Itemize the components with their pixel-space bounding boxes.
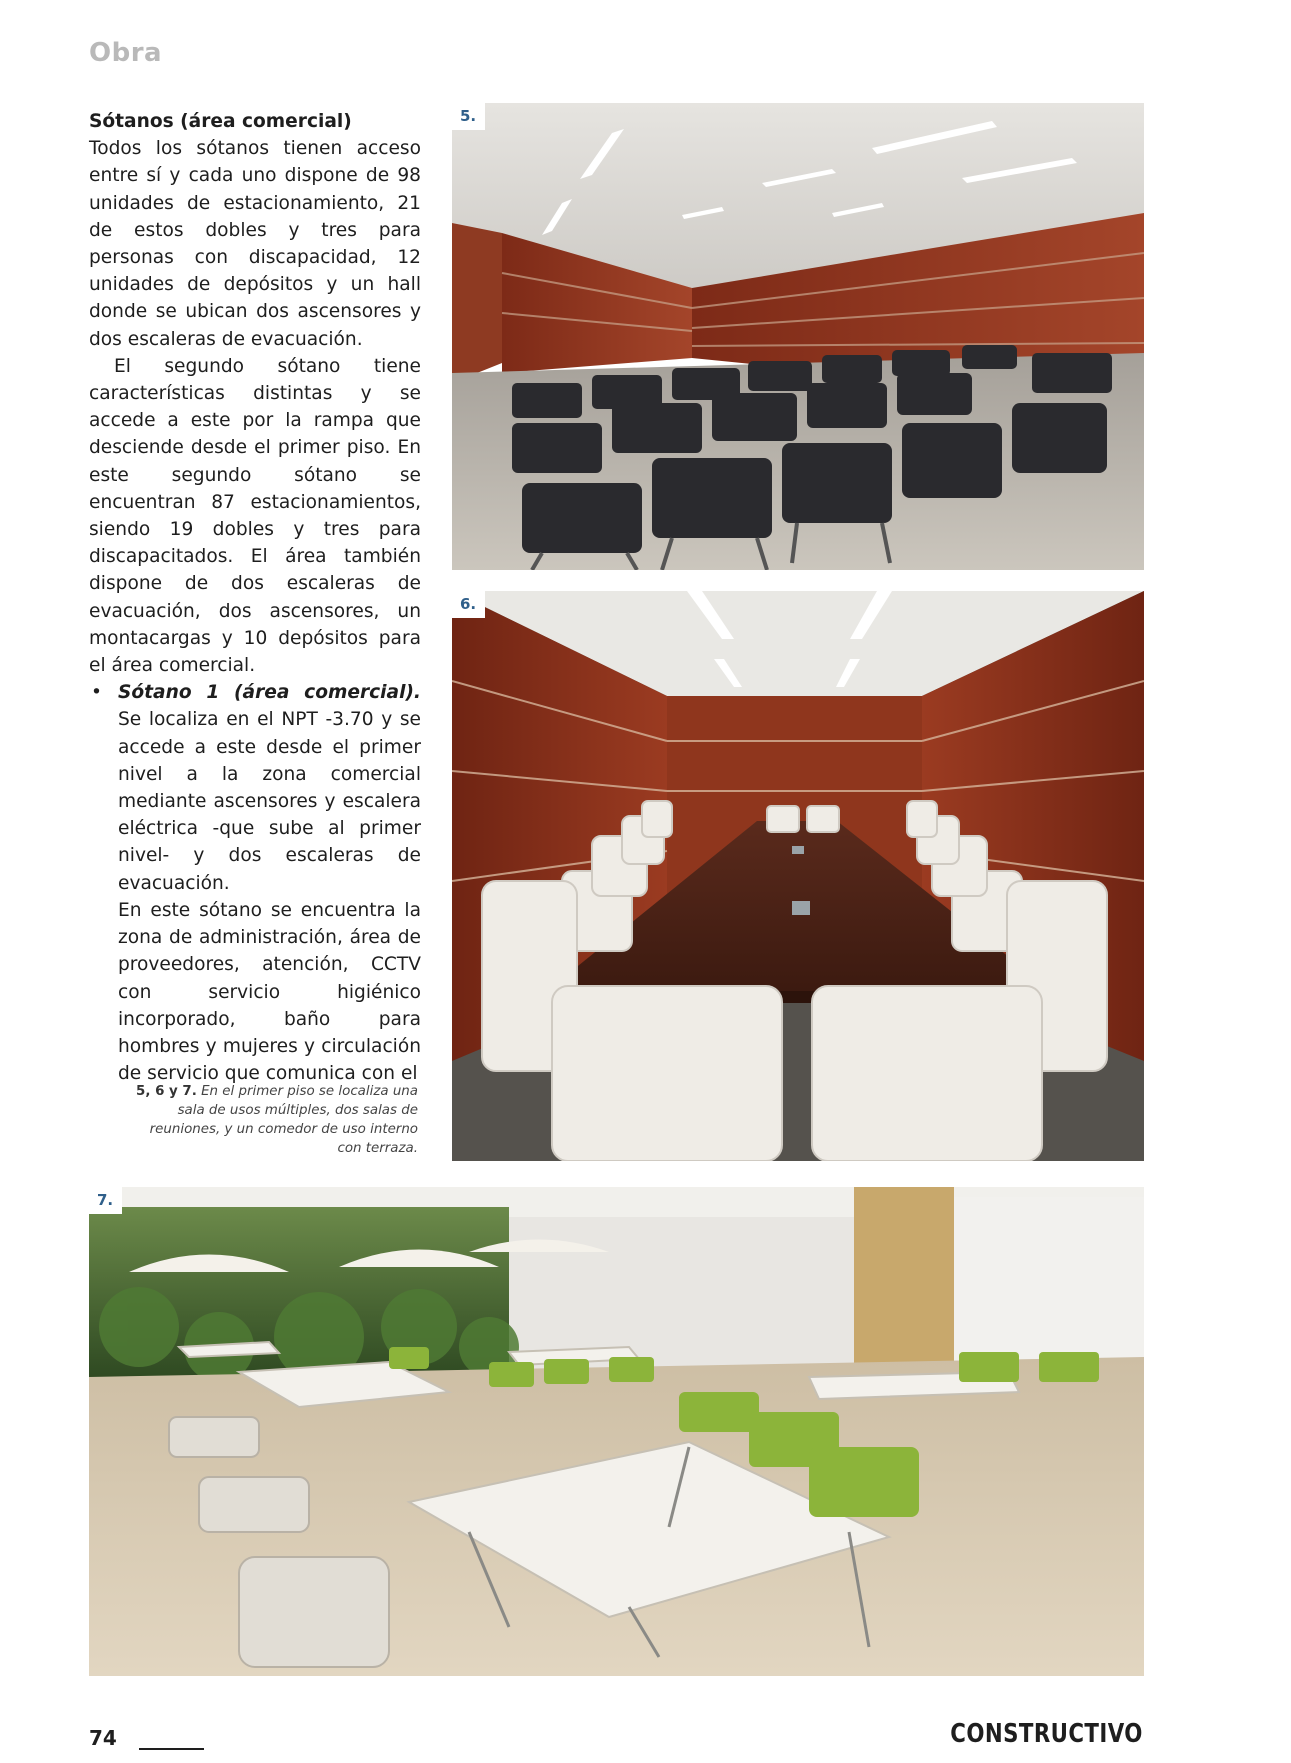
photo-number-5: 5. (452, 103, 485, 130)
dining-room-illustration (89, 1187, 1144, 1676)
section-label: Obra (89, 38, 163, 68)
body-text-column (89, 108, 421, 1087)
caption-text: En el primer piso se localiza una sala de usos múltiples, dos salas de reuniones, y un comedor de uso interno con terraza. (149, 1084, 418, 1156)
bullet-marker: • (91, 682, 102, 704)
bullet-text: Se localiza en el NPT -3.70 y se accede a este desde el primer nivel a la zona comercial mediante ascensores y escalera eléctrica -que sube al primer nivel- y dos escaleras de evacuación. (118, 709, 421, 894)
subheading: Sótanos (área comercial) (89, 111, 352, 132)
photo-7-dining-room (89, 1187, 1144, 1676)
meeting-room-illustration (452, 591, 1144, 1161)
caption-ref: 5, 6 y 7. (136, 1084, 197, 1099)
paragraph-1: Todos los sótanos tienen acceso entre sí y cada uno dispone de 98 unidades de estacionamiento, 21 de estos dobles y tres para personas con discapacidad, 12 unidades de depósitos y un hall donde se ubican dos ascensores y dos escaleras de evacuación. (89, 138, 421, 350)
photo-caption (130, 1082, 418, 1158)
auditorium-illustration (452, 103, 1144, 570)
page-number-rule (139, 1748, 204, 1750)
bullet-title: Sótano 1 (área comercial). (118, 682, 421, 704)
photo-number-7: 7. (89, 1187, 122, 1214)
page-number: 74 (89, 1726, 117, 1750)
bullet-item (89, 679, 421, 897)
photo-6-meeting-room (452, 591, 1144, 1161)
photo-5-auditorium (452, 103, 1144, 570)
photo-number-6: 6. (452, 591, 485, 618)
magazine-brand: CONSTRUCTIVO (950, 1719, 1143, 1749)
paragraph-2: El segundo sótano tiene características distintas y se accede a este por la rampa que desciende desde el primer piso. En este segundo sótano se encuentran 87 estacionamientos, siendo 19 dobles y tres para discapacitados. El área también dispone de dos escaleras de evacuación, dos ascensores, un montacargas y 10 depósitos para el área comercial. (89, 355, 421, 677)
bullet-continuation: En este sótano se encuentra la zona de administración, área de proveedores, atención, CCTV con servicio higiénico incorporado, baño para hombres y mujeres y circulación de servicio que comunica con el (118, 899, 421, 1085)
